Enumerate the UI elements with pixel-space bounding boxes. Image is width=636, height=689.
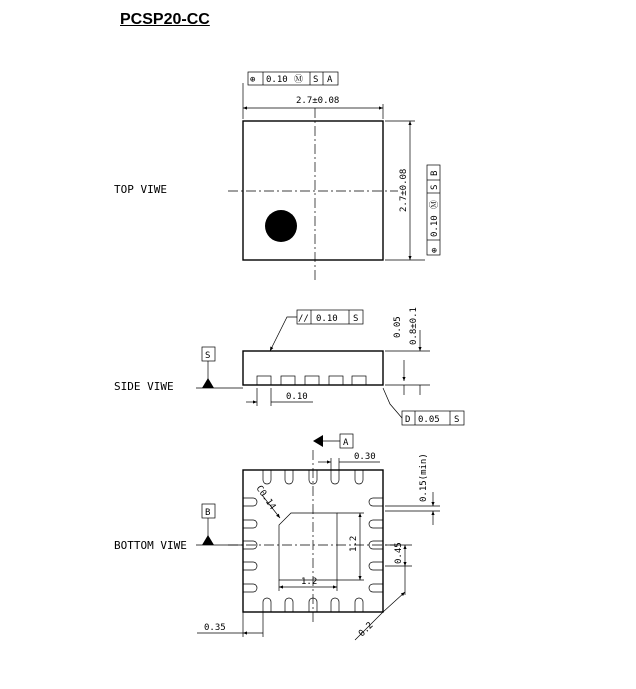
top-package-outline <box>243 121 383 260</box>
side-height-dim: 0.8±0.1 <box>409 307 419 345</box>
side-view <box>196 307 464 425</box>
datum-s-label: S <box>205 351 211 361</box>
datum-s <box>196 347 243 388</box>
fcf-parallel <box>270 310 363 351</box>
center-width-dim: 1.2 <box>301 577 318 587</box>
fcf-top-symbol: ⊕ <box>250 75 256 85</box>
datum-b <box>196 504 243 545</box>
fcf-top-mod: Ⓜ <box>294 75 304 85</box>
drawing-title: PCSP20-CC <box>120 11 210 28</box>
side-package-body <box>243 351 383 385</box>
fcf-flatness-symbol: D <box>405 415 411 425</box>
pad-width-dim: 0.30 <box>354 452 376 462</box>
top-view <box>228 72 440 282</box>
offset-dim: 0.35 <box>204 623 226 633</box>
fcf-right-symbol: ⊕ <box>430 247 440 253</box>
top-height-dim: 2.7±0.08 <box>399 168 409 212</box>
chamfer-dim: C0.14 <box>253 483 278 512</box>
side-standoff-dim: 0.05 <box>393 316 403 338</box>
fcf-top <box>248 72 338 85</box>
side-view-label: SIDE VIWE <box>114 380 174 393</box>
fcf-parallel-symbol: // <box>298 314 309 324</box>
side-pad-dim: 0.10 <box>286 392 308 402</box>
datum-a-label: A <box>343 438 349 448</box>
center-height-dim: 1.2 <box>349 535 359 552</box>
center-pad <box>279 513 337 580</box>
fcf-parallel-ref: S <box>353 314 359 324</box>
pad-gap-dim: 0.15(min) <box>419 453 429 502</box>
fcf-right-mod: Ⓜ <box>430 199 440 209</box>
top-view-label: TOP VIWE <box>114 183 167 196</box>
fcf-parallel-tol: 0.10 <box>316 314 338 324</box>
fcf-right-tol: 0.10 <box>430 215 440 237</box>
fcf-right-ref1: S <box>430 184 440 190</box>
fcf-flatness-tol: 0.05 <box>418 415 440 425</box>
fcf-top-ref1: S <box>313 75 319 85</box>
bottom-view <box>196 434 440 640</box>
corner-dim: 0.2 <box>357 620 376 640</box>
fcf-top-tol: 0.10 <box>266 75 288 85</box>
fcf-top-ref2: A <box>327 75 333 85</box>
fcf-flatness-ref: S <box>454 415 460 425</box>
fcf-right-ref2: B <box>430 170 440 176</box>
datum-b-label: B <box>205 508 211 518</box>
fcf-right <box>427 165 440 255</box>
top-width-dim: 2.7±0.08 <box>296 96 340 106</box>
pin1-marker <box>265 210 297 242</box>
pitch-dim: 0.45 <box>394 542 404 564</box>
fcf-flatness <box>383 388 464 425</box>
side-pads <box>257 376 366 385</box>
datum-a <box>313 434 353 448</box>
bottom-view-label: BOTTOM VIWE <box>114 539 187 552</box>
